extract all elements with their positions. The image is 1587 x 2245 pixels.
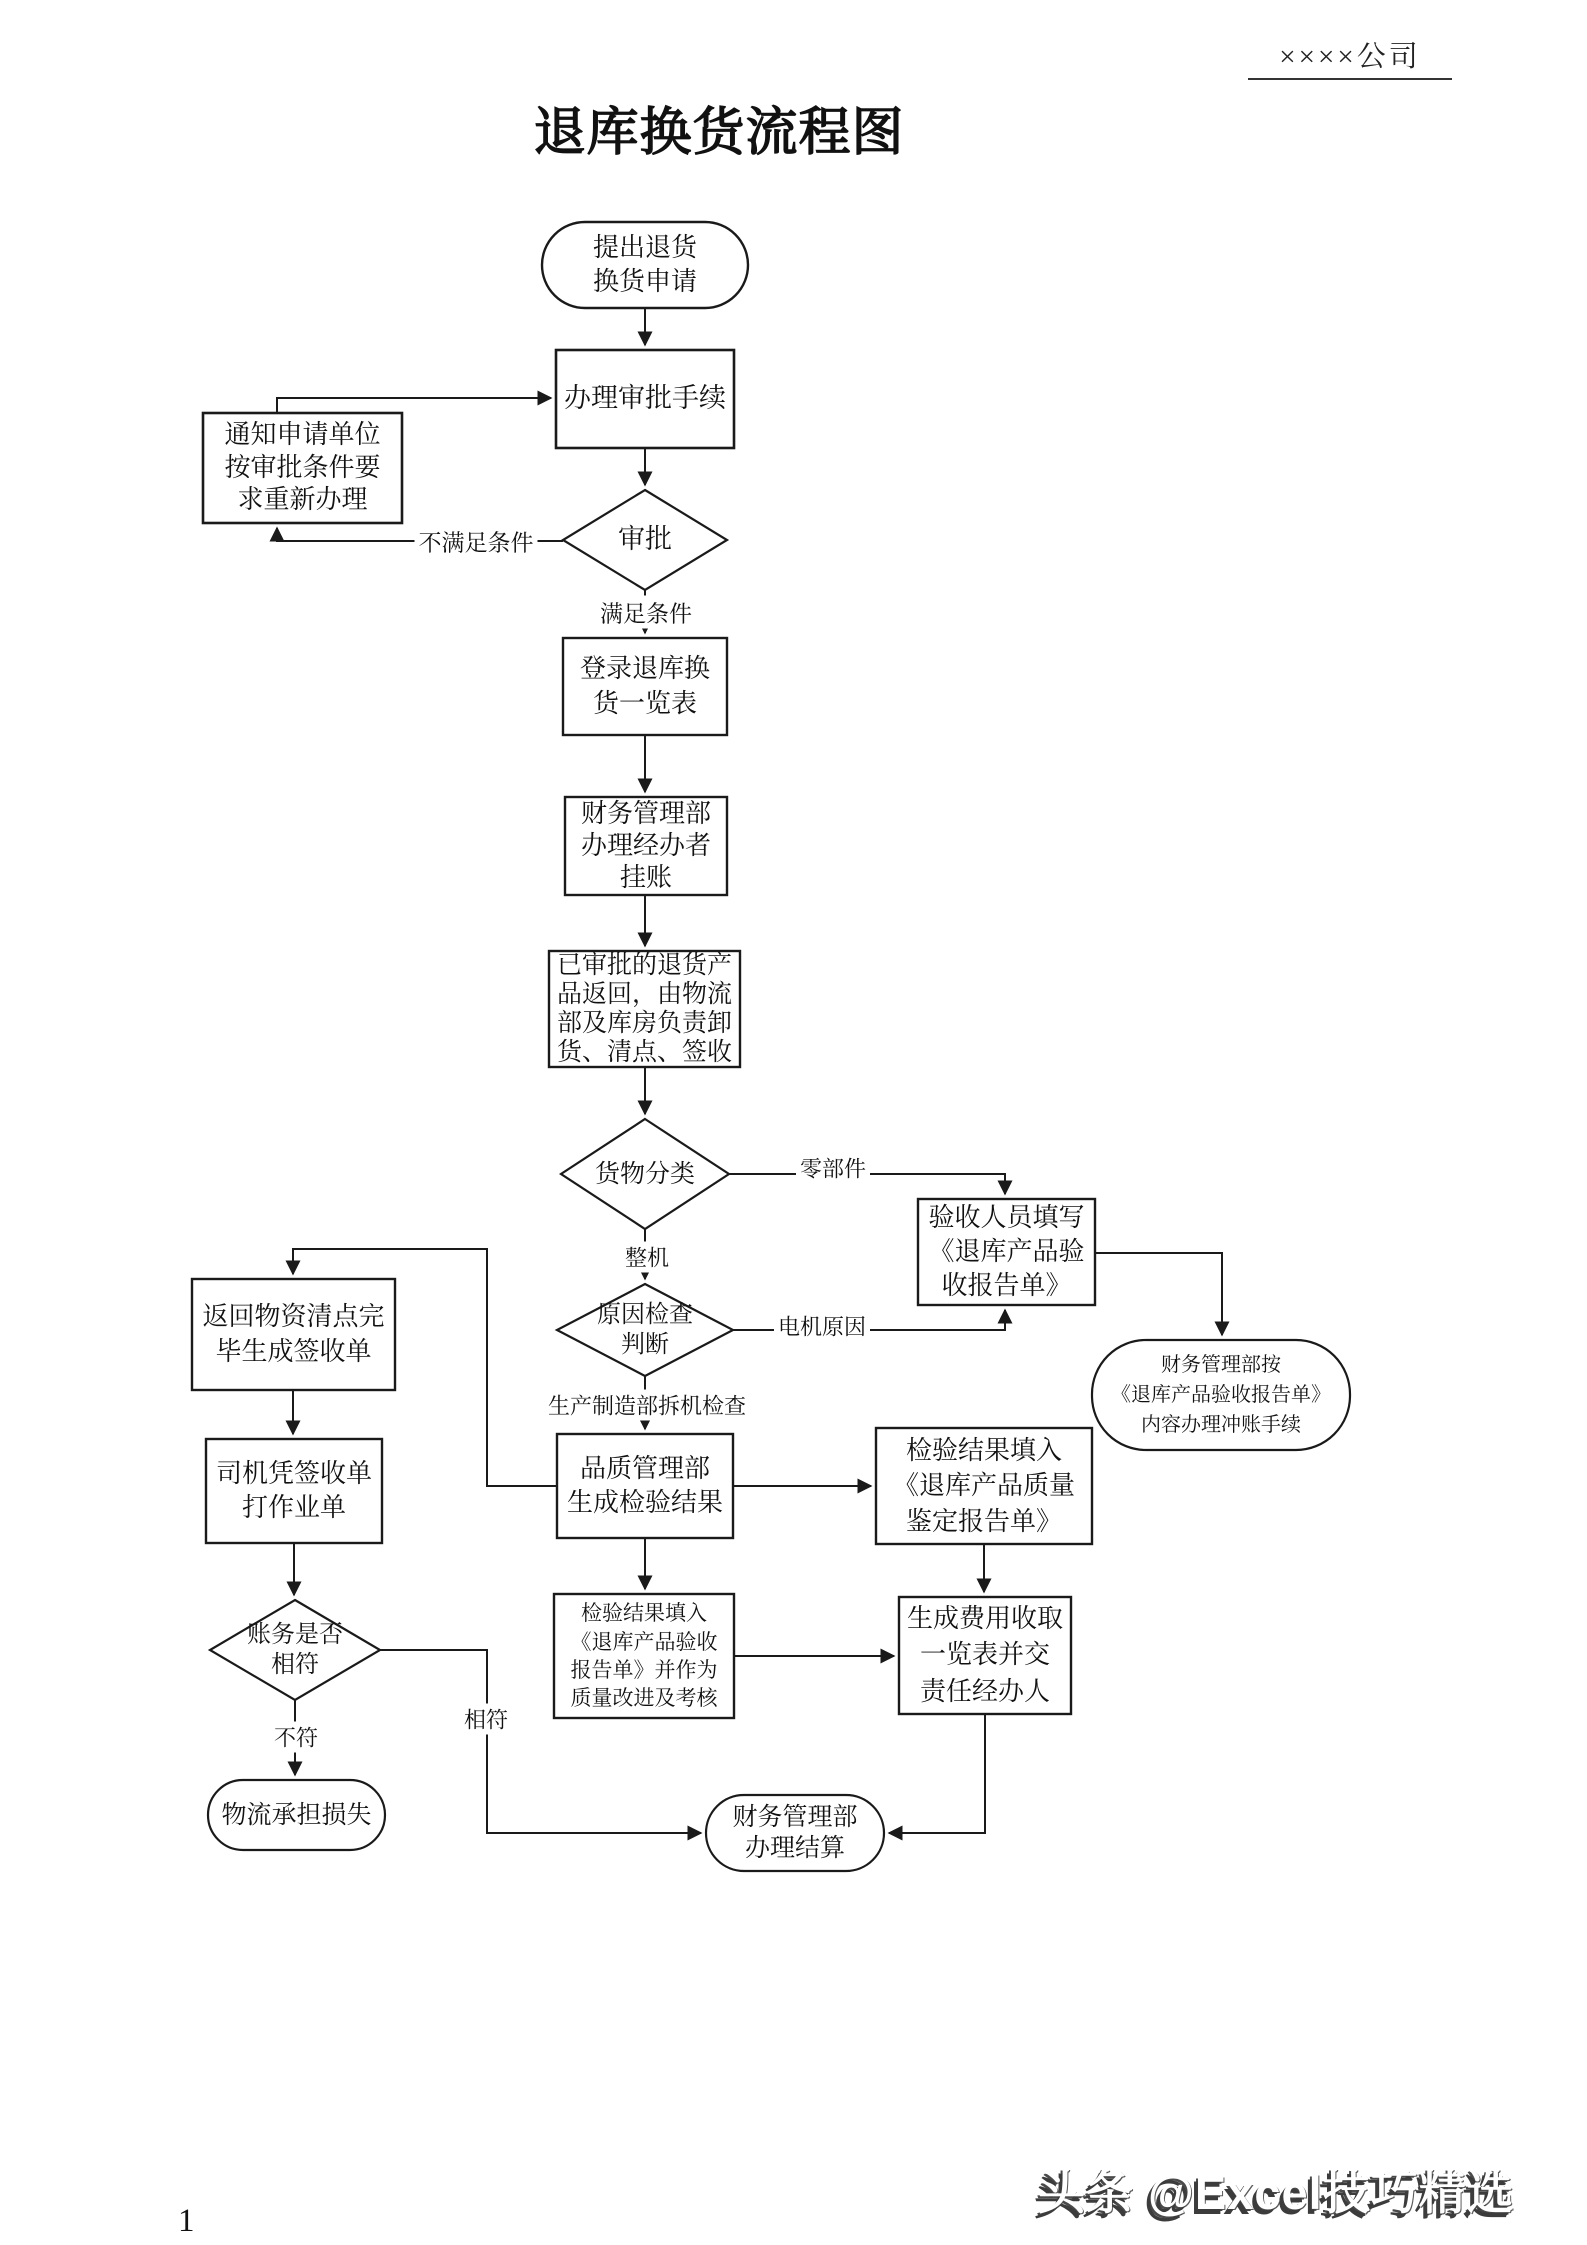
node-approval-decision: 审批 <box>618 524 672 555</box>
node-quality-appraisal-report: 检验结果填入 《退库产品质量 鉴定报告单》 <box>892 1436 1075 1536</box>
node-account-match: 账务是否 相符 <box>247 1622 343 1678</box>
page-number: 1 <box>178 2203 195 2239</box>
node-finance-booking: 财务管理部 办理经办者 挂账 <box>580 799 711 892</box>
edge-label-teardown: 生产制造部拆机检查 <box>544 1390 750 1421</box>
watermark: 头条 @Excel技巧精选 <box>1038 2166 1515 2219</box>
node-return-unload: 已审批的退货产 品返回，由物流 部及库房负责卸 货、清点、签收 <box>556 952 732 1066</box>
edge-label-motor-reason: 电机原因 <box>774 1311 870 1342</box>
node-login-list: 登录退库换 货一览表 <box>579 654 710 718</box>
edge-label-parts: 零部件 <box>796 1153 870 1184</box>
node-acceptance-report: 验收人员填写 《退库产品验 收报告单》 <box>928 1203 1085 1300</box>
page-title: 退库换货流程图 <box>533 105 905 162</box>
edge-label-mismatch: 不符 <box>270 1722 322 1753</box>
company-name: ××××公司 <box>1248 34 1452 80</box>
edge-label-match: 相符 <box>460 1704 512 1735</box>
node-logistics-loss: 物流承担损失 <box>221 1801 372 1829</box>
node-notify-unit: 通知申请单位 按审批条件要 求重新办理 <box>224 420 381 515</box>
edge-label-whole-machine: 整机 <box>621 1242 673 1273</box>
node-reverse-account: 财务管理部按 《退库产品验收报告单》 内容办理冲账手续 <box>1111 1354 1331 1436</box>
node-driver-worksheet: 司机凭签收单 打作业单 <box>215 1458 372 1522</box>
node-quality-improve-report: 检验结果填入 《退库产品验收 报告单》并作为 质量改进及考核 <box>570 1601 718 1711</box>
node-start: 提出退货 换货申请 <box>592 232 697 296</box>
node-goods-classify: 货物分类 <box>594 1160 695 1188</box>
edge-label-not-satisfied: 不满足条件 <box>415 525 538 558</box>
edge-acceptance-to-reverseaccount <box>1095 1253 1222 1335</box>
edge-notify-to-approval <box>277 398 551 413</box>
edge-fee-to-settlement <box>889 1714 985 1833</box>
node-fee-collection: 生成费用收取 一览表并交 责任经办人 <box>906 1603 1063 1706</box>
node-quality-dept: 品质管理部 生成检验结果 <box>566 1453 723 1517</box>
node-materials-receipt: 返回物资清点完 毕生成签收单 <box>202 1302 385 1366</box>
edge-label-satisfied: 满足条件 <box>596 596 696 629</box>
node-reason-check: 原因检查 判断 <box>597 1302 693 1358</box>
node-settlement: 财务管理部 办理结算 <box>732 1803 858 1862</box>
node-process-approval: 办理审批手续 <box>564 383 726 414</box>
